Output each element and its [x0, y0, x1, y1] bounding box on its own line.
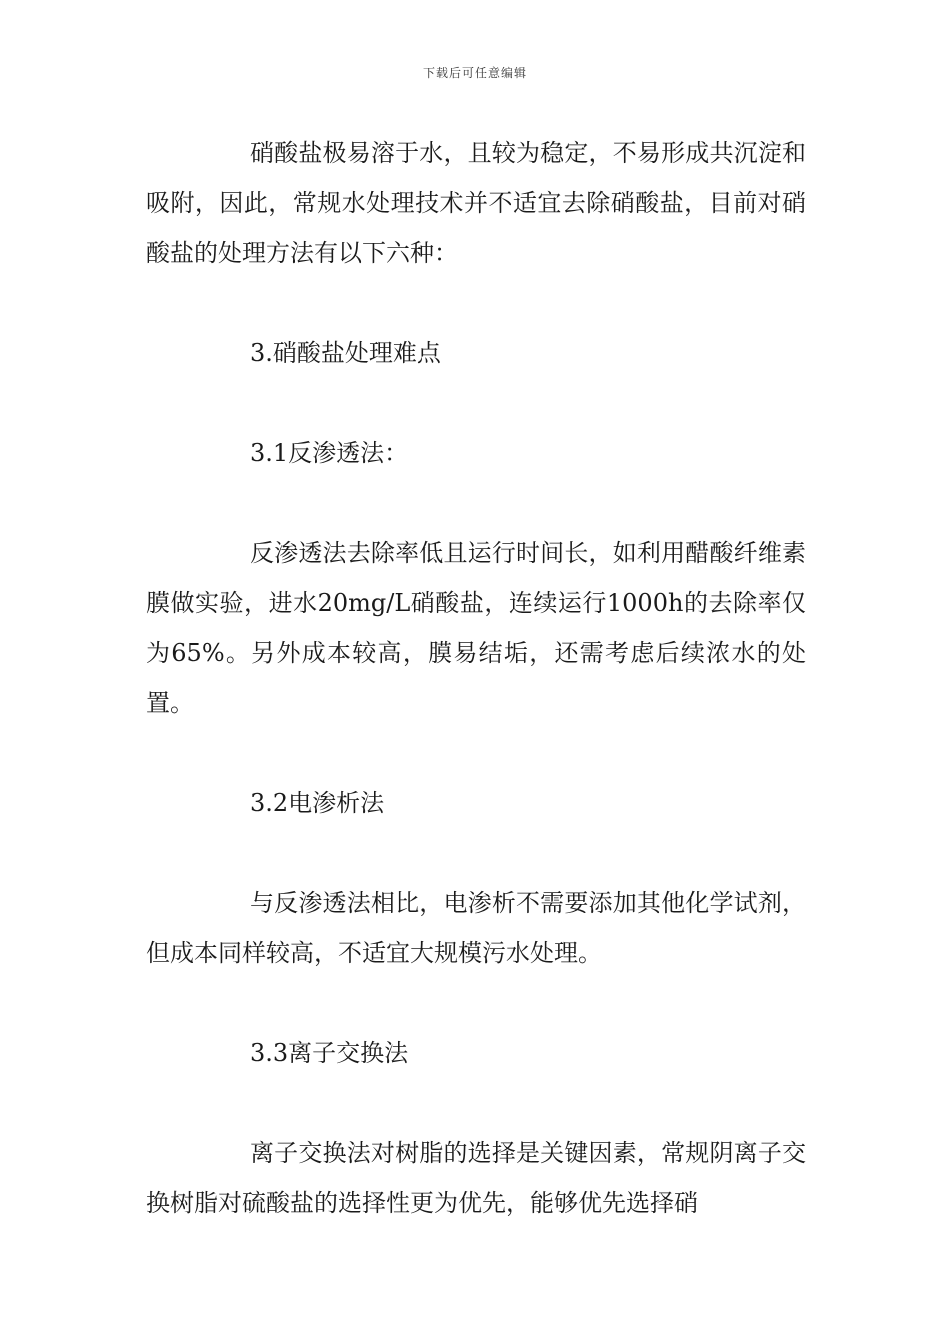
spacer: [146, 478, 806, 528]
paragraph-reverse-osmosis: 反渗透法去除率低且运行时间长，如利用醋酸纤维素膜做实验，进水20mg/L硝酸盐，连续运行1000h的去除率仅为65%。另外成本较高，膜易结垢，还需考虑后续浓水的处置。: [146, 539, 806, 717]
spacer: [146, 1078, 806, 1128]
paragraph-ion-exchange: 离子交换法对树脂的选择是关键因素，常规阴离子交换树脂对硫酸盐的选择性更为优先，能够优先选择硝: [146, 1139, 806, 1217]
spacer: [146, 828, 806, 878]
spacer: [146, 278, 806, 328]
spacer: [146, 728, 806, 778]
paragraph-electrodialysis: 与反渗透法相比，电渗析不需要添加其他化学试剂，但成本同样较高，不适宜大规模污水处理。: [146, 889, 806, 967]
section-heading-3-1: 3.1反渗透法：: [250, 439, 409, 467]
section-heading-3-3: 3.3离子交换法: [250, 1039, 409, 1067]
page-header: 下载后可任意编辑: [422, 66, 527, 80]
paragraph-intro: 硝酸盐极易溶于水，且较为稳定，不易形成共沉淀和吸附，因此，常规水处理技术并不适宜去除硝酸盐，目前对硝酸盐的处理方法有以下六种：: [146, 139, 806, 267]
spacer: [146, 378, 806, 428]
document-body: [146, 128, 806, 1228]
spacer: [146, 978, 806, 1028]
section-heading-3-2: 3.2电渗析法: [250, 789, 385, 817]
section-heading-3: 3.硝酸盐处理难点: [250, 339, 441, 367]
